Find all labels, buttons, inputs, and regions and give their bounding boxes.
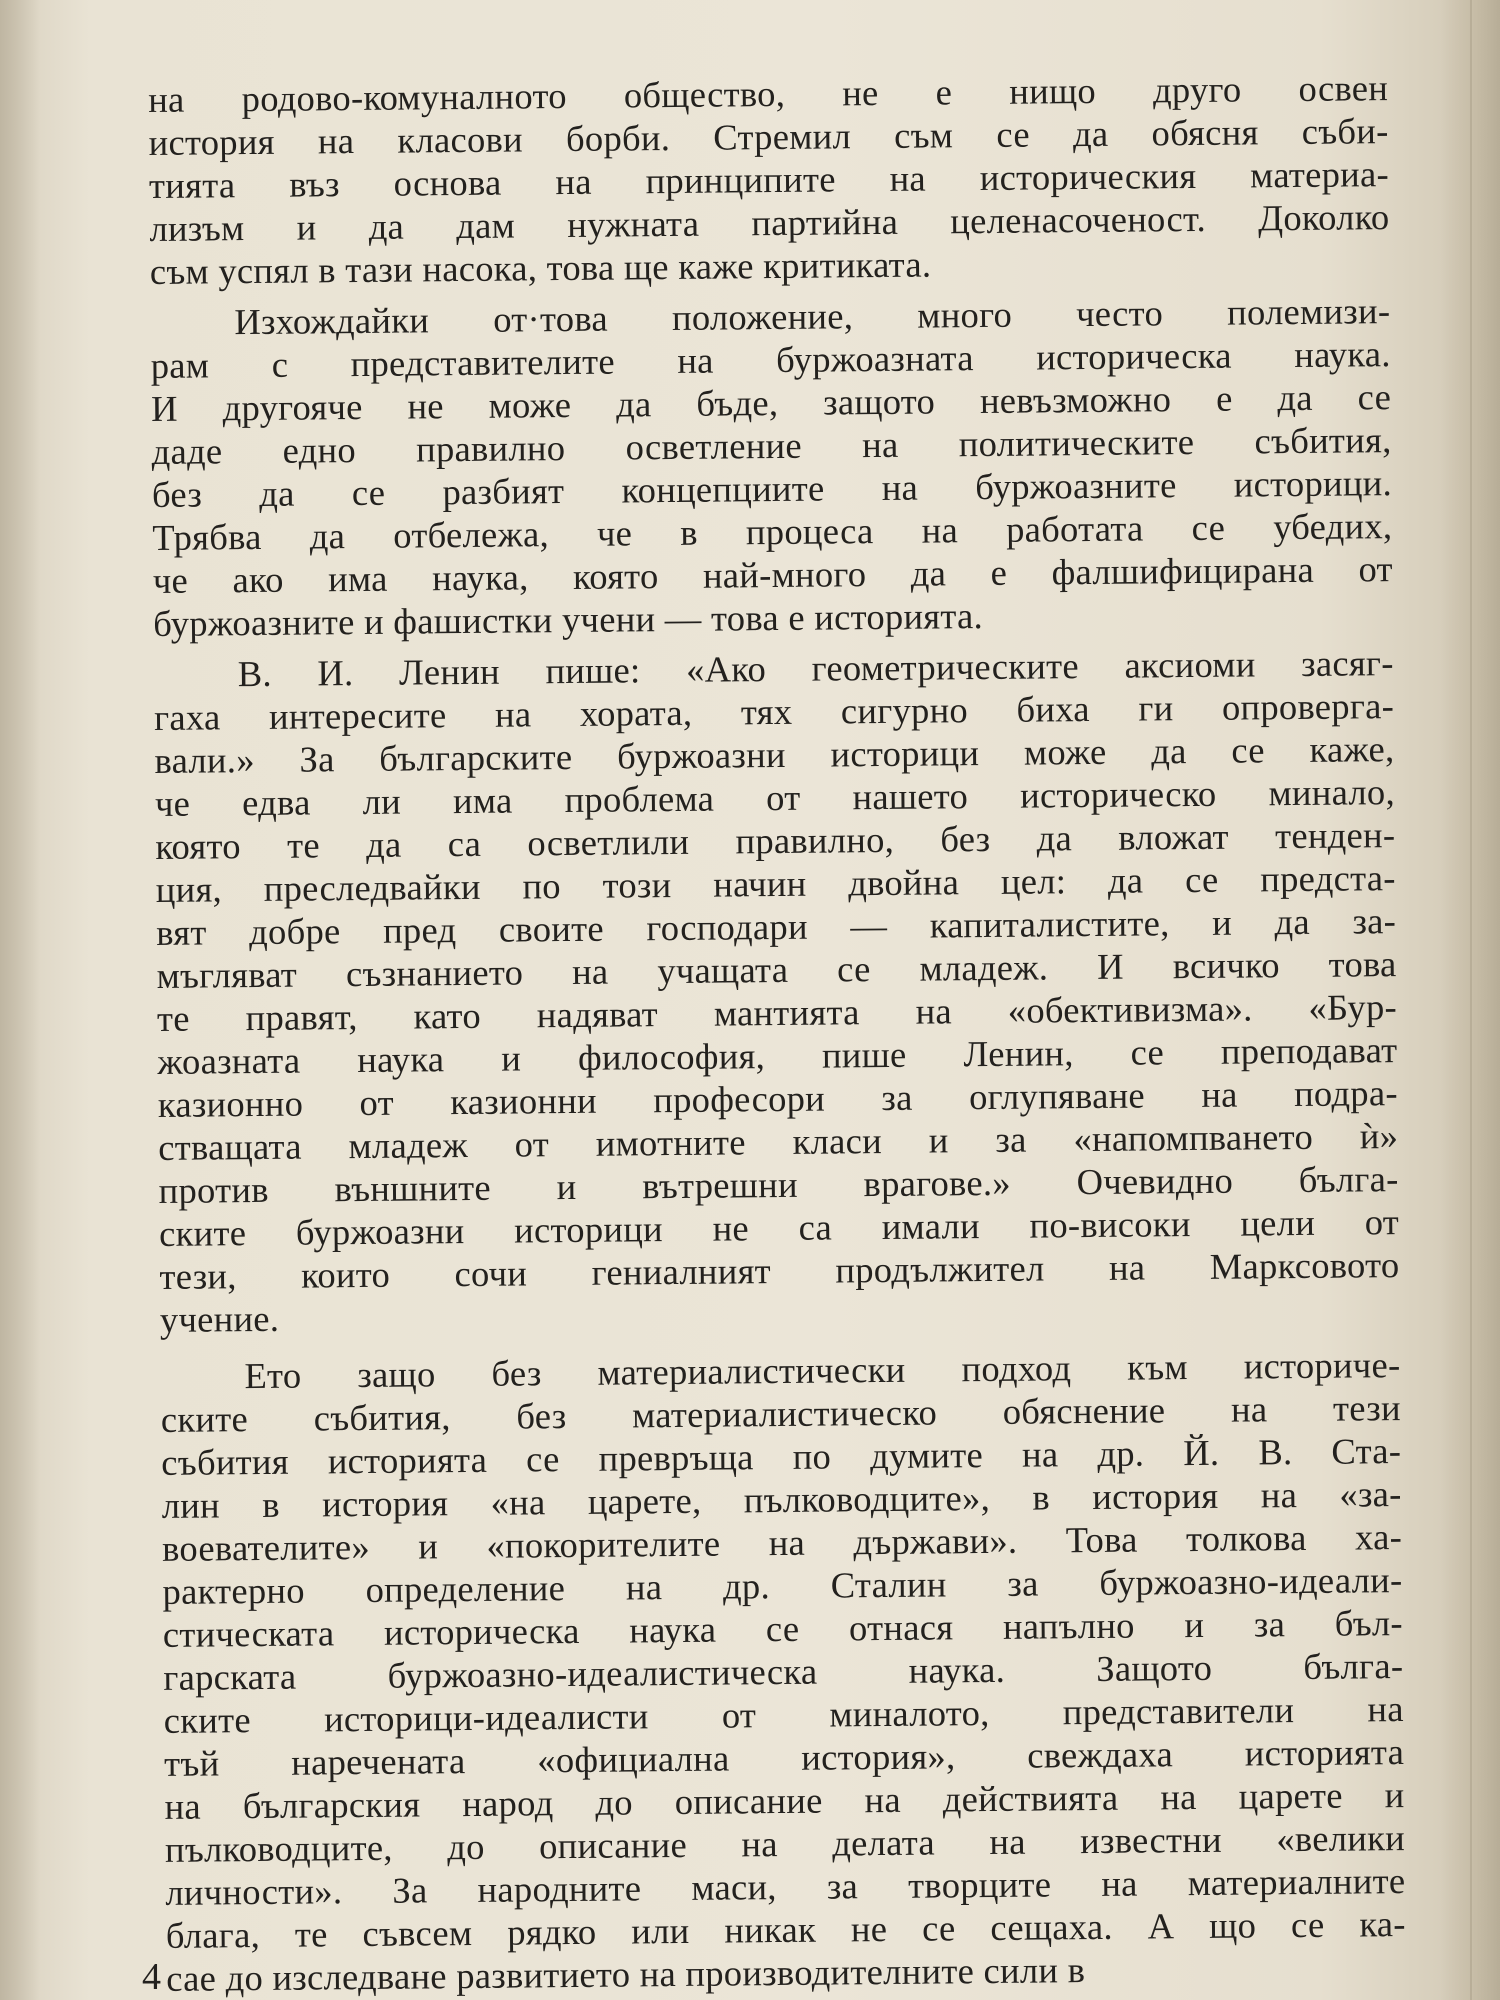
- text-line: че ако има наука, която най-много да е фалшифицирана от: [152, 548, 1393, 601]
- text-line: вят добре пред своите господари — капиталистите, и да за-: [156, 900, 1397, 953]
- text-line: на българския народ до описание на действията на царете и: [164, 1774, 1405, 1827]
- text-line: тъй наречената «официална история», свеждаха историята: [163, 1731, 1405, 1784]
- text-line: Изхождайки от·това положение, много често полемизи-: [234, 290, 1391, 343]
- text-line: пълководците, до описание на делата на известни «велики: [164, 1817, 1406, 1870]
- text-line: че едва ли има проблема от нашето историческо минало,: [154, 771, 1396, 824]
- text-line: И другояче не може да бъде, защото невъзможно е да се: [150, 376, 1392, 429]
- binding-shadow: [0, 0, 40, 2000]
- text-line: ция, преследвайки по този начин двойна цел: да се предста-: [155, 857, 1396, 910]
- text-line: буржоазните и фашистки учени — това е историята.: [153, 595, 984, 644]
- text-line: жоазната наука и философия, пише Ленин, се преподават: [157, 1029, 1398, 1082]
- text-line: гарската буржоазно-идеалистическа наука. Защото бълга-: [163, 1645, 1404, 1698]
- text-line: без да се разбият концепциите на буржоазните историци.: [151, 462, 1393, 515]
- text-line: тези, които сочи гениалният продължител на Марксовото: [159, 1244, 1400, 1297]
- paragraph: [160, 1343, 1406, 2000]
- text-line: гаха интересите на хората, тях сигурно биха ги опроверга-: [153, 685, 1395, 738]
- text-line: ските събития, без материалистическо обяснение на тези: [160, 1387, 1402, 1440]
- text-line: рам с представителите на буржоазната историческа наука.: [150, 333, 1391, 386]
- text-line: история на класови борби. Стремил съм се да обясня съби-: [148, 110, 1389, 163]
- text-line: личности». За народните маси, за творците на материалните: [165, 1860, 1406, 1913]
- text-line: мъгляват съзнанието на учащата се младеж. И всичко това: [156, 943, 1397, 996]
- text-line: против външните и вътрешни врагове.» Очевидно бълга-: [158, 1158, 1399, 1211]
- text-line: блага, те съвсем рядко или никак не се сещаха. А що се ка-: [165, 1903, 1406, 1956]
- text-line: Ето защо без материалистически подход към историче-: [244, 1344, 1401, 1397]
- text-line: даде едно правилно осветление на политическите събития,: [151, 419, 1392, 472]
- text-line: която те да са осветлили правилно, без да вложат тенден-: [155, 814, 1396, 867]
- text-line: вали.» За българските буржоазни историци може да се каже,: [154, 728, 1395, 781]
- text-line: ските буржоазни историци не са имали по-високи цели от: [158, 1201, 1400, 1254]
- text-line: съм успял в тази насока, това ще каже критиката.: [149, 243, 932, 292]
- text-line: лизъм и да дам нужната партийна целенасоченост. Доколко: [149, 196, 1390, 249]
- text-line: воевателите» и «покорителите на държави». Това толкова ха-: [161, 1516, 1403, 1569]
- text-line: на родово-комуналното общество, не е нищо друго освен: [148, 67, 1389, 120]
- text-line: стическата историческа наука се отнася напълно и за бъл-: [162, 1602, 1404, 1655]
- text-line: събития историята се превръща по думите на др. Й. В. Ста-: [161, 1430, 1402, 1483]
- text-line: рактерно определение на др. Сталин за буржоазно-идеали-: [162, 1559, 1403, 1612]
- text-line: Трябва да отбележа, че в процеса на работата се убедих,: [152, 505, 1393, 558]
- paragraph: [150, 289, 1393, 645]
- text-line: казионно от казионни професори за оглупяване на подра-: [157, 1072, 1398, 1125]
- page-number: 4: [142, 1956, 161, 1998]
- paragraph: [148, 66, 1390, 293]
- text-line: учение.: [159, 1297, 280, 1340]
- text-line: В. И. Ленин пише: «Ако геометрическите аксиоми засяг-: [237, 642, 1394, 695]
- text-line: сае до изследване развитието на производителните сили в: [166, 1949, 1086, 1999]
- text-line: те правят, като надяват мантията на «обективизма». «Бур-: [156, 986, 1398, 1039]
- body-text: [148, 66, 1406, 2000]
- text-line: тията въз основа на принципите на историческия материа-: [148, 153, 1390, 206]
- text-line: стващата младеж от имотните класи и за «напомпването ѝ»: [158, 1115, 1399, 1168]
- paragraph: [154, 641, 1401, 1341]
- text-line: ските историци-идеалисти от миналото, представители на: [163, 1688, 1404, 1741]
- page-edge-line: [1470, 0, 1472, 2000]
- text-line: лин в история «на царете, пълководците», в история на «за-: [161, 1473, 1402, 1526]
